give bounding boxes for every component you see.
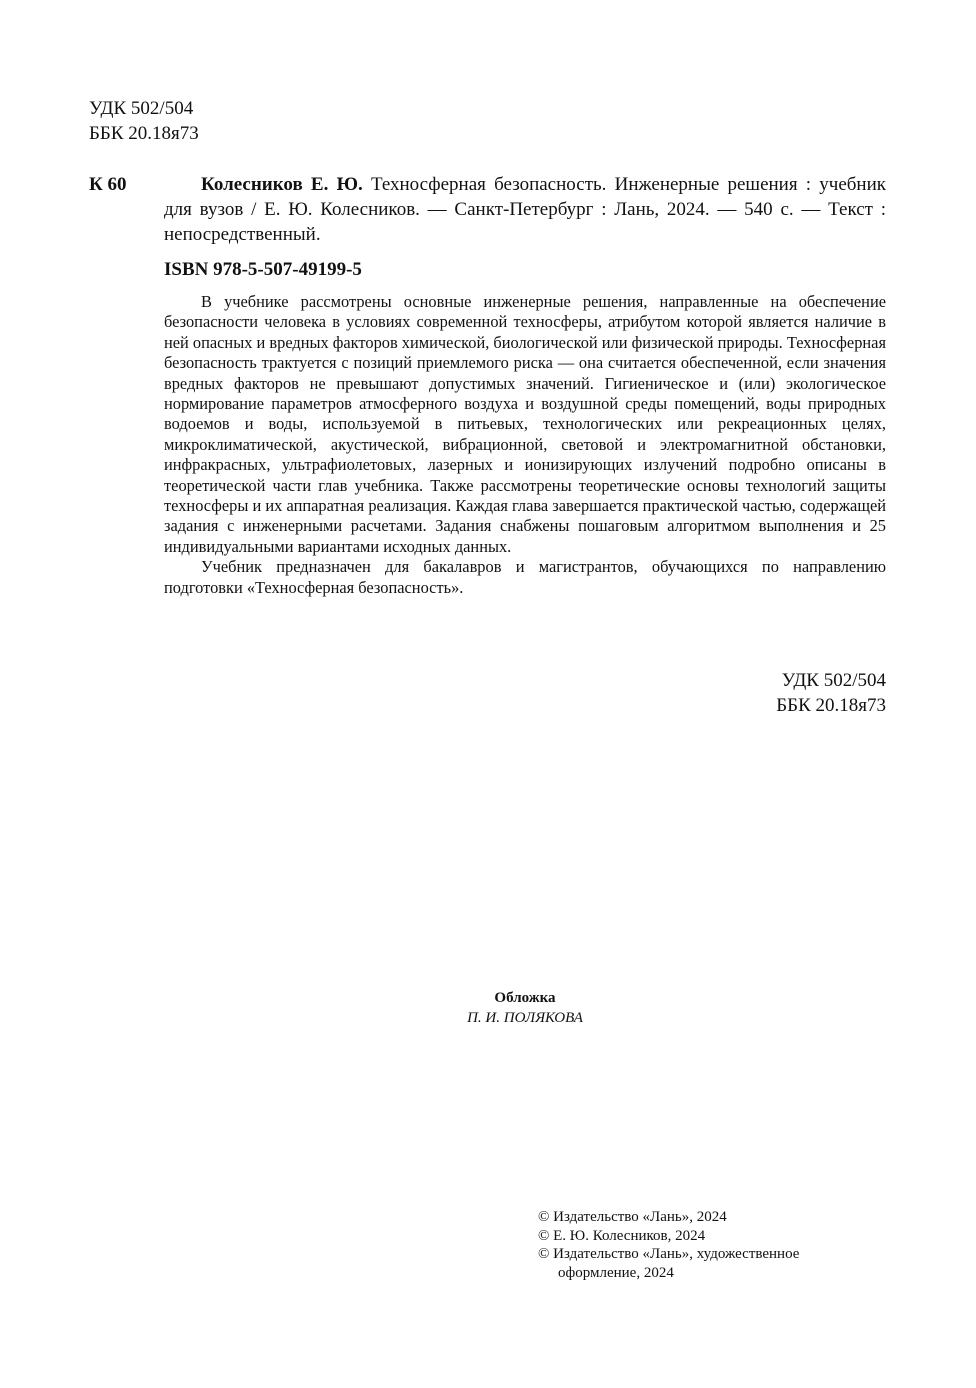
bbk-code: ББК 20.18я73 bbox=[776, 695, 886, 716]
udk-code: УДК 502/504 bbox=[781, 670, 886, 691]
copyright-line: © Е. Ю. Колесников, 2024 bbox=[538, 1227, 706, 1244]
copyright-line-continuation: оформление, 2024 bbox=[558, 1264, 674, 1281]
classification-codes-bottom bbox=[776, 668, 886, 718]
author-mark: К 60 bbox=[89, 174, 127, 195]
udk-code: УДК 502/504 bbox=[89, 98, 194, 119]
annotation-paragraph: Учебник предназначен для бакалавров и магистрантов, обучающихся по направлению подготовки «Техносферная безопасность». bbox=[164, 557, 886, 597]
copyright-block bbox=[538, 1208, 799, 1282]
annotation bbox=[164, 292, 886, 598]
bibliographic-record bbox=[164, 172, 886, 247]
cover-credit bbox=[0, 988, 976, 1028]
classification-codes-top bbox=[89, 96, 199, 146]
cover-artist-name: П. И. ПОЛЯКОВА bbox=[467, 1010, 583, 1026]
copyright-line: © Издательство «Лань», 2024 bbox=[538, 1209, 727, 1225]
cover-credit-label: Обложка bbox=[494, 990, 556, 1006]
copyright-line: © Издательство «Лань», художественное bbox=[538, 1246, 800, 1262]
bbk-code: ББК 20.18я73 bbox=[89, 123, 199, 144]
author-name: Колесников Е. Ю. bbox=[201, 174, 363, 195]
bibliographic-description: Техносферная безопасность. Инженерные решения : учебник для вузов / Е. Ю. Колесников. — Санкт-Петербург : Лань, 2024. — 540 с. — Текст : непосредственный. bbox=[164, 174, 886, 245]
isbn: ISBN 978-5-507-49199-5 bbox=[164, 259, 362, 280]
annotation-paragraph: В учебнике рассмотрены основные инженерные решения, направленные на обеспечение безопасности человека в условиях современной техносферы, атрибутом которой является наличие в ней опасных и вредных факторов химической, биологической или физической природы. Техносферная безопасность трактуется с позиций приемлемого риска — она считается обеспеченной, если значения вредных факторов не превышают допустимых значений. Гигиеническое и (или) экологическое нормирование параметров атмосферного воздуха и воздушной среды помещений, воды природных водоемов и воды, используемой в питьевых, технологических или рекреационных целях, микроклиматической, акустической, вибрационной, световой и электромагнитной обстановки, инфракрасных, ультрафиолетовых, лазерных и ионизирующих излучений подробно описаны в теоретической части глав учебника. Также рассмотрены теоретические основы технологий защиты техносферы и их аппаратная реализация. Каждая глава завершается практической частью, содержащей задания с инженерными расчетами. Задания снабжены пошаговым алгоритмом выполнения и 25 индивидуальными вариантами исходных данных. bbox=[164, 292, 886, 556]
